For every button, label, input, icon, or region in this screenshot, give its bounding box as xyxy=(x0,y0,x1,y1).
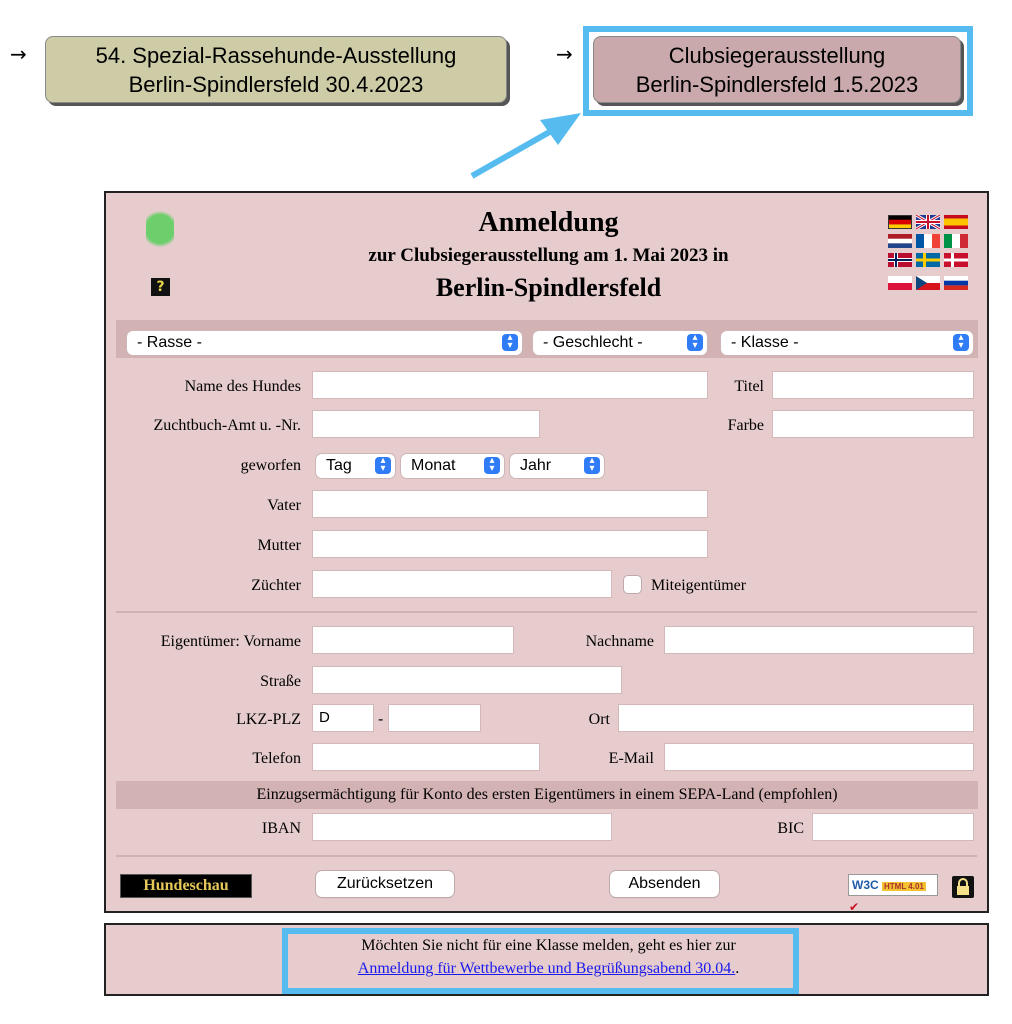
day-select-value: Tag xyxy=(326,457,352,474)
form-subtitle: zur Clubsiegerausstellung am 1. Mai 2023 in xyxy=(368,245,729,266)
title-label: Titel xyxy=(734,378,764,395)
breed-select[interactable] xyxy=(127,331,522,355)
arrow-icon: → xyxy=(556,42,573,66)
day-select[interactable] xyxy=(316,454,395,478)
iban-input[interactable] xyxy=(312,813,612,841)
flag-de-icon[interactable] xyxy=(888,215,912,229)
email-label: E-Mail xyxy=(608,750,654,767)
bottom-note-text: Möchten Sie nicht für eine Klasse melden, geht es hier zur xyxy=(361,937,736,954)
year-select-value: Jahr xyxy=(520,457,552,474)
last-name-label: Nachname xyxy=(585,633,654,650)
flag-dk-icon[interactable] xyxy=(944,253,968,267)
title-input[interactable] xyxy=(772,371,974,399)
sire-label: Vater xyxy=(267,497,301,514)
chevron-updown-icon: ▴ ▾ xyxy=(375,457,391,474)
month-select-value: Monat xyxy=(411,457,456,474)
class-select-value: - Klasse - xyxy=(731,334,799,351)
first-name-label: Eigentümer: Vorname xyxy=(160,633,301,650)
show-1-line2: Berlin-Spindlersfeld 30.4.2023 xyxy=(128,72,424,97)
bic-label: BIC xyxy=(777,820,804,837)
flag-it-icon[interactable] xyxy=(944,234,968,248)
zip-input[interactable] xyxy=(388,704,481,732)
co-owner-checkbox[interactable] xyxy=(624,576,641,593)
class-select[interactable] xyxy=(721,331,973,355)
sepa-note: Einzugsermächtigung für Konto des ersten Eigentümers in einem SEPA-Land (empfohlen) xyxy=(116,781,978,809)
breeder-input[interactable] xyxy=(312,570,612,598)
zip-label: LKZ-PLZ xyxy=(236,711,301,728)
chevron-updown-icon: ▴ ▾ xyxy=(687,334,703,351)
country-code-input[interactable]: D xyxy=(312,704,374,732)
breeder-label: Züchter xyxy=(251,577,301,594)
phone-input[interactable] xyxy=(312,743,540,771)
flag-pl-icon[interactable] xyxy=(888,276,912,290)
breed-select-value: - Rasse - xyxy=(137,334,202,351)
first-name-input[interactable] xyxy=(312,626,514,654)
callout-arrow-head xyxy=(540,113,581,145)
flag-es-icon[interactable] xyxy=(944,215,968,229)
bic-input[interactable] xyxy=(812,813,974,841)
chevron-updown-icon: ▴ ▾ xyxy=(953,334,969,351)
chevron-updown-icon: ▴ ▾ xyxy=(584,457,600,474)
w3c-badge[interactable] xyxy=(848,874,938,914)
highlight-box xyxy=(282,928,799,994)
help-icon[interactable]: ? xyxy=(151,278,170,296)
hundeschau-logo[interactable]: Hundeschau xyxy=(120,874,252,898)
gender-select[interactable] xyxy=(533,331,707,355)
callout-arrow-line xyxy=(472,126,560,176)
birth-date-label: geworfen xyxy=(240,457,301,474)
dog-name-input[interactable] xyxy=(312,371,708,399)
last-name-input[interactable] xyxy=(664,626,974,654)
phone-label: Telefon xyxy=(252,750,301,767)
w3c-text: W3C xyxy=(852,878,879,892)
lock-icon[interactable] xyxy=(952,876,974,898)
divider xyxy=(116,855,977,857)
year-select[interactable] xyxy=(510,454,604,478)
chevron-updown-icon: ▴ ▾ xyxy=(484,457,500,474)
divider xyxy=(116,611,977,613)
gender-select-value: - Geschlecht - xyxy=(543,334,643,351)
studbook-label: Zuchtbuch-Amt u. -Nr. xyxy=(153,417,301,434)
link-suffix: . xyxy=(735,960,740,977)
show-2-line2: Berlin-Spindlersfeld 1.5.2023 xyxy=(635,72,919,97)
flag-cz-icon[interactable] xyxy=(916,276,940,290)
flag-no-icon[interactable] xyxy=(888,253,912,267)
flag-ru-icon[interactable] xyxy=(944,276,968,290)
color-input[interactable] xyxy=(772,410,974,438)
iban-label: IBAN xyxy=(261,820,301,837)
month-select[interactable] xyxy=(401,454,504,478)
chevron-updown-icon: ▴ ▾ xyxy=(502,334,518,351)
checkmark-icon: ✔ xyxy=(849,900,860,914)
arrow-icon: → xyxy=(10,42,27,66)
dam-input[interactable] xyxy=(312,530,708,558)
competitions-link[interactable]: Anmeldung für Wettbewerbe und Begrüßungsabend 30.04. xyxy=(357,960,736,977)
show-1-line1: 54. Spezial-Rassehunde-Ausstellung xyxy=(95,43,457,68)
form-location: Berlin-Spindlersfeld xyxy=(435,273,662,302)
street-input[interactable] xyxy=(312,666,622,694)
email-input[interactable] xyxy=(664,743,974,771)
street-label: Straße xyxy=(260,673,301,690)
form-title: Anmeldung xyxy=(478,207,619,238)
flag-se-icon[interactable] xyxy=(916,253,940,267)
flag-nl-icon[interactable] xyxy=(888,234,912,248)
co-owner-label: Miteigentümer xyxy=(651,577,747,594)
city-label: Ort xyxy=(588,711,610,728)
studbook-input[interactable] xyxy=(312,410,540,438)
sire-input[interactable] xyxy=(312,490,708,518)
show-2-line1: Clubsiegerausstellung xyxy=(668,43,886,68)
registration-form xyxy=(104,191,989,913)
dam-label: Mutter xyxy=(257,537,301,554)
submit-button[interactable]: Absenden xyxy=(610,871,719,897)
color-label: Farbe xyxy=(727,417,764,434)
dog-name-label: Name des Hundes xyxy=(184,378,301,395)
city-input[interactable] xyxy=(618,704,974,732)
zip-separator: - xyxy=(378,711,384,728)
html-version-text: HTML 4.01 xyxy=(884,882,924,891)
flag-gb-icon[interactable] xyxy=(916,215,940,229)
flag-fr-icon[interactable] xyxy=(916,234,940,248)
reset-button[interactable]: Zurücksetzen xyxy=(316,871,454,897)
